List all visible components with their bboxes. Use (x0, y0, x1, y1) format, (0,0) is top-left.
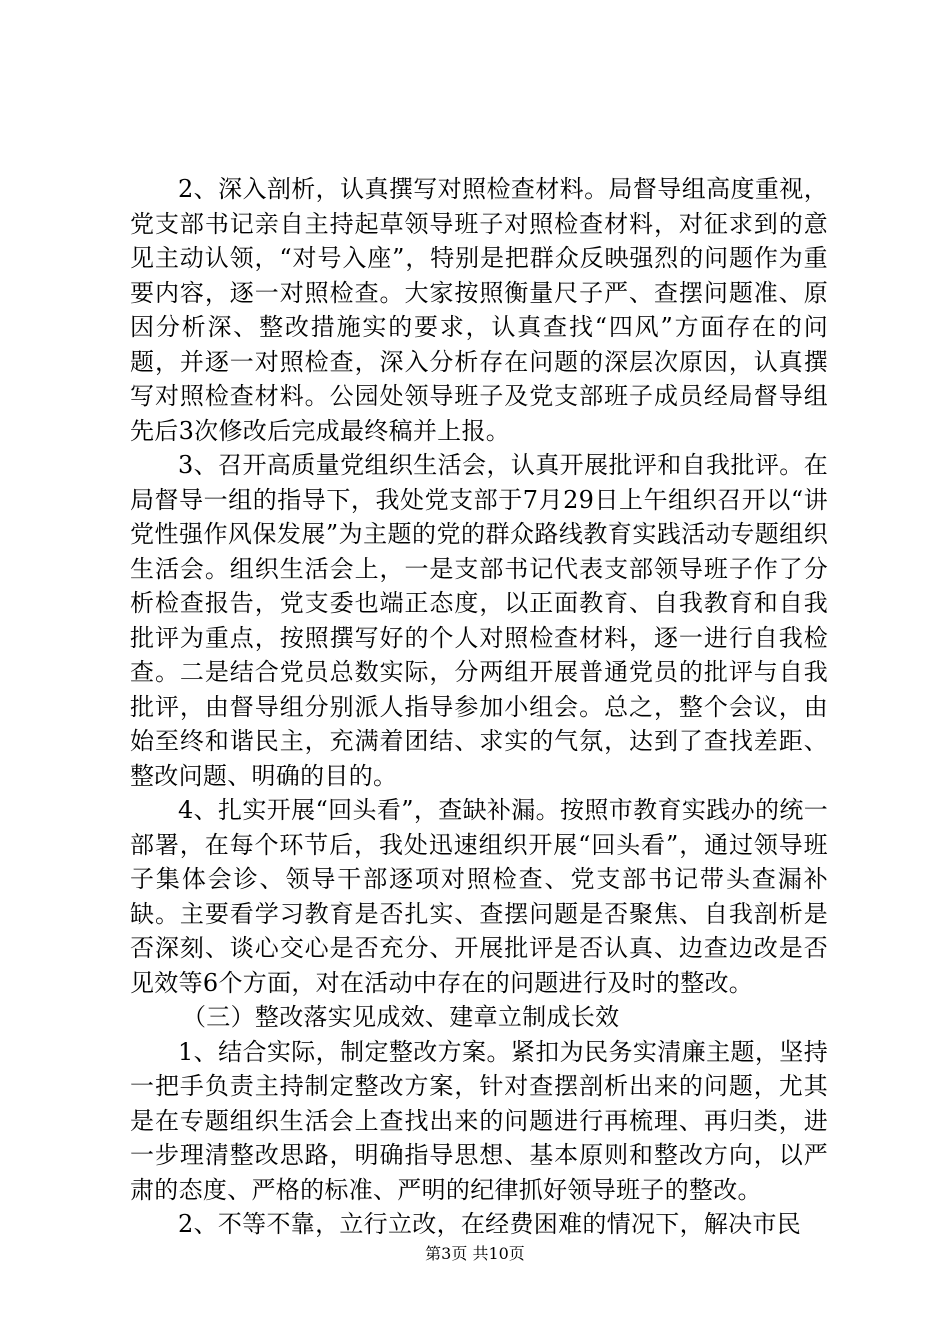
document-body (130, 172, 828, 1242)
page-number-footer: 第3页 共10页 (425, 1244, 525, 1263)
section-heading-rectification: （三）整改落实见成效、建章立制成长效 (182, 1003, 620, 1031)
paragraph-rectification-plan: 1、结合实际，制定整改方案。紧扣为民务实清廉主题，坚持一把手负责主持制定整改方案，针对查摆剖析出来的问题，尤其是在专题组织生活会上查找出来的问题进行再梳理、再归类，进一步理清整改思路，明确指导思想、基本原则和整改方向，以严肃的态度、严格的标准、严明的纪律抓好领导班子的整改。 (130, 1037, 828, 1204)
paragraph-immediate-action: 2、不等不靠，立行立改，在经费困难的情况下，解决市民 (178, 1210, 802, 1238)
paragraph-look-back: 4、扎实开展“回头看”，查缺补漏。按照市教育实践办的统一部署，在每个环节后，我处迅速组织开展“回头看”，通过领导班子集体会诊、领导干部逐项对照检查、党支部书记带头查漏补缺。主要看学习教育是否扎实、查摆问题是否聚焦、自我剖析是否深刻、谈心交心是否充分、开展批评是否认真、边查边改是否见效等6个方面，对在活动中存在的问题进行及时的整改。 (130, 796, 828, 997)
paragraph-deep-analysis: 2、深入剖析，认真撰写对照检查材料。局督导组高度重视，党支部书记亲自主持起草领导班子对照检查材料，对征求到的意见主动认领，“对号入座”，特别是把群众反映强烈的问题作为重要内容，逐一对照检查。大家按照衡量尺子严、查摆问题准、原因分析深、整改措施实的要求，认真查找“四风”方面存在的问题，并逐一对照检查，深入分析存在问题的深层次原因，认真撰写对照检查材料。公园处领导班子及党支部班子成员经局督导组先后3次修改后完成最终稿并上报。 (130, 175, 828, 445)
paragraph-life-meeting: 3、召开高质量党组织生活会，认真开展批评和自我批评。在局督导一组的指导下，我处党支部于7月29日上午组织召开以“讲党性强作风保发展”为主题的党的群众路线教育实践活动专题组织生活会。组织生活会上，一是支部书记代表支部领导班子作了分析检查报告，党支委也端正态度，以正面教育、自我教育和自我批评为重点，按照撰写好的个人对照检查材料，逐一进行自我检查。二是结合党员总数实际，分两组开展普通党员的批评与自我批评，由督导组分别派人指导参加小组会。总之，整个会议，由始至终和谐民主，充满着团结、求实的气氛，达到了查找差距、整改问题、明确的目的。 (130, 451, 828, 790)
